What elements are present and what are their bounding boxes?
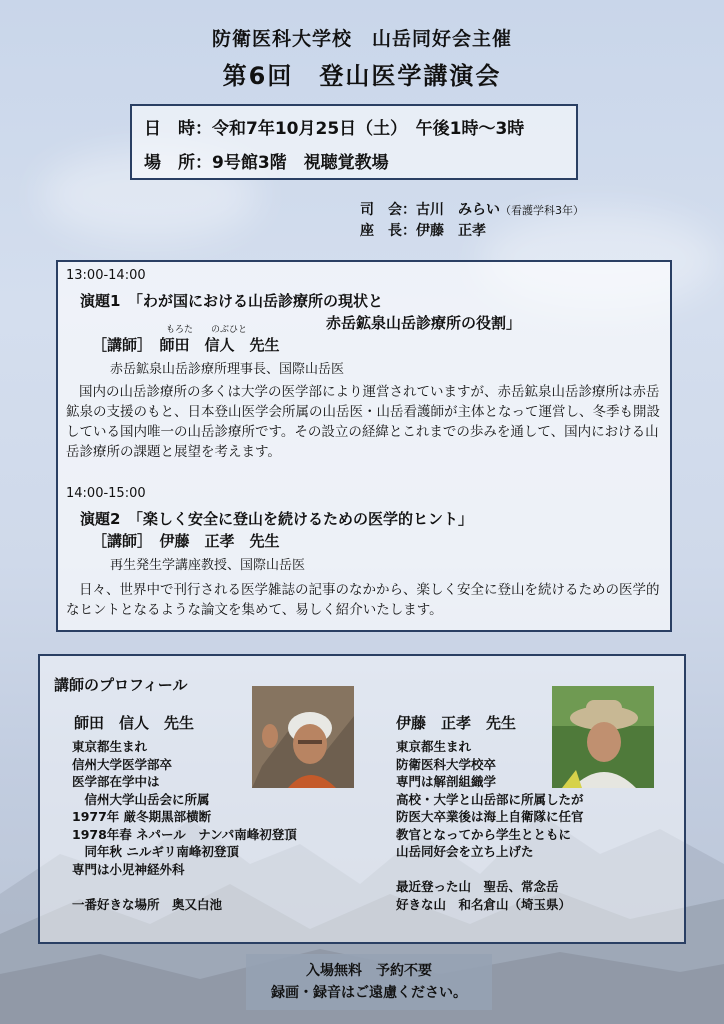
speaker1-favorite bbox=[72, 896, 222, 914]
admission-notice bbox=[246, 954, 492, 1010]
profile-line: 教官となってから学生とともに bbox=[396, 826, 572, 842]
profile-line: 信州大学山岳会に所属 bbox=[72, 791, 210, 807]
profile-line: 防衛医科大学校卒 bbox=[396, 756, 497, 772]
talk2-title: 演題2 「楽しく安全に登山を続けるための医学的ヒント」 bbox=[80, 510, 473, 528]
chair-line: 座 長：伊藤 正孝 bbox=[360, 223, 486, 239]
profile-line: 専門は小児神経外科 bbox=[72, 861, 185, 877]
profile-line: 同年秋 ニルギリ南峰初登頂 bbox=[72, 844, 239, 859]
profile-line: 一番好きな場所 奥又白池 bbox=[72, 897, 223, 912]
organizer-line: 防衛医科大学校 山岳同好会主催 bbox=[211, 28, 512, 50]
profile-heading: 講師のプロフィール bbox=[54, 676, 188, 694]
talk1-description: 国内の山岳診療所の多くは大学の医学部により運営されていますが、赤岳鉱泉山岳診療所は赤岳鉱泉の支援のもと、日本登山医学会所属の山岳医・山岳看護師が主体となって運営し、冬季も開設している国内唯一の山岳診療所です。その設立の経緯とこれまでの歩みを通して、国内における山岳診療所の課題と展望を考えます。 bbox=[66, 384, 660, 460]
admission-line: 入場無料 予約不要 bbox=[306, 963, 432, 979]
talk2-description: 日々、世界中で刊行される医学雑誌の記事のなかから、楽しく安全に登山を続けるための医学的なヒントとなるような論文を集めて、易しく紹介いたします。 bbox=[66, 582, 660, 618]
talk2-time: 14:00-15:00 bbox=[66, 486, 146, 501]
mc-note: （看護学科3年） bbox=[500, 204, 584, 217]
speaker1-profile-details bbox=[72, 738, 297, 878]
staff-block bbox=[360, 200, 584, 241]
event-info-box bbox=[130, 104, 578, 180]
profile-line: 高校・大学と山岳部に所属したが bbox=[396, 791, 584, 807]
speaker1-profile-name: 師田 信人 先生 bbox=[74, 714, 195, 732]
mc-label: 司 会：古川 みらい bbox=[360, 202, 500, 218]
profile-box bbox=[38, 654, 686, 944]
talk1-speaker: ［講師］ 師田 信人 先生 bbox=[92, 336, 280, 354]
profile-line: 医学部在学中は bbox=[72, 774, 160, 789]
profile-line: 信州大学医学部卒 bbox=[72, 756, 173, 772]
speaker1-ruby: もろた のぶひと bbox=[166, 325, 248, 335]
talk1-affiliation: 赤岳鉱泉山岳診療所理事長、国際山岳医 bbox=[110, 362, 345, 377]
speaker2-profile-name: 伊藤 正孝 先生 bbox=[396, 714, 517, 732]
profile-line: 専門は解剖組織学 bbox=[396, 774, 497, 789]
profile-line: 好きな山 和名倉山（埼玉県） bbox=[396, 896, 572, 912]
date-line: 日 時：令和7年10月25日（土） 午後1時～3時 bbox=[144, 119, 525, 139]
talk1-time: 13:00-14:00 bbox=[66, 268, 146, 283]
profile-line: 東京都生まれ bbox=[72, 739, 148, 754]
place-line: 場 所：9号館3階 視聴覚教場 bbox=[144, 153, 389, 173]
mc-line bbox=[360, 200, 584, 221]
talk2-speaker: ［講師］ 伊藤 正孝 先生 bbox=[92, 532, 280, 550]
page-title: 第6回 登山医学講演会 bbox=[222, 62, 502, 90]
speaker2-mountains bbox=[396, 878, 571, 913]
recording-notice: 録画・録音はご遠慮ください。 bbox=[271, 985, 467, 1001]
profile-line: 1977年 厳冬期黒部横断 bbox=[72, 809, 212, 824]
profile-line: 東京都生まれ bbox=[396, 739, 472, 754]
program-box bbox=[56, 260, 672, 632]
profile-line: 山岳同好会を立ち上げた bbox=[396, 844, 534, 859]
talk1-title-line2: 赤岳鉱泉山岳診療所の役割」 bbox=[326, 314, 522, 332]
speaker2-profile-details bbox=[396, 738, 584, 861]
talk2-affiliation: 再生発生学講座教授、国際山岳医 bbox=[110, 558, 306, 573]
profile-line: 最近登った山 聖岳、常念岳 bbox=[396, 879, 559, 894]
profile-line: 防医大卒業後は海上自衛隊に任官 bbox=[396, 809, 584, 824]
profile-line: 1978年春 ネパール ナンパ南峰初登頂 bbox=[72, 826, 297, 842]
talk1-title-line1: 演題1 「わが国における山岳診療所の現状と bbox=[80, 292, 383, 310]
